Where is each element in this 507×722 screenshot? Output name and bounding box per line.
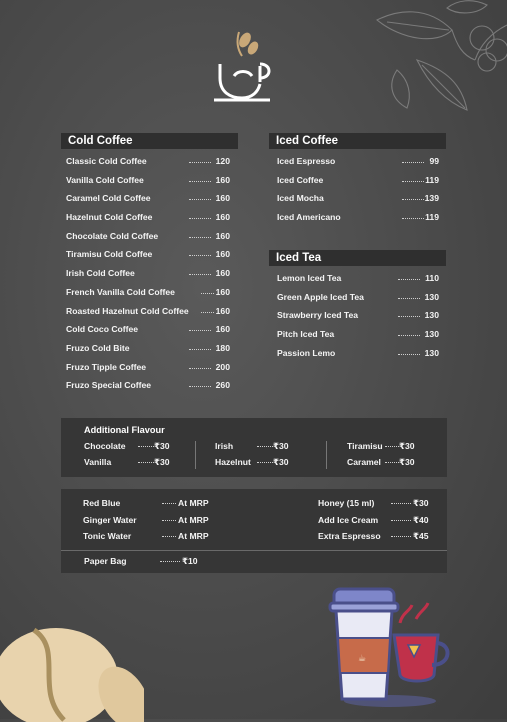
extra-item-price: At MRP (178, 498, 209, 508)
flavour-price: ₹30 (154, 441, 170, 451)
extra-item-price: At MRP (178, 514, 209, 525)
menu-item (277, 292, 439, 311)
extra-item-leader (391, 536, 411, 537)
menu-item-price: 200 (215, 361, 230, 372)
extra-item-leader (162, 503, 176, 504)
flavour-leader (138, 446, 154, 447)
flavour-name: Vanilla (84, 457, 112, 467)
extra-item (83, 498, 209, 508)
menu-item-name: Vanilla Cold Coffee (66, 174, 144, 185)
menu-item (66, 231, 230, 250)
menu-item (66, 193, 230, 212)
menu-item-leader (398, 335, 420, 336)
menu-item-price: 160 (215, 305, 230, 316)
menu-item (66, 343, 230, 362)
iced-tea-header: Iced Tea (269, 250, 446, 266)
svg-text:☕: ☕ (358, 654, 367, 664)
menu-item-leader (398, 316, 420, 317)
extra-item (83, 531, 209, 541)
menu-item-name: Iced Espresso (277, 156, 336, 166)
flavour-item (347, 441, 415, 452)
menu-item (277, 348, 439, 367)
menu-item-name: Iced Mocha (277, 193, 324, 204)
menu-item-name: Roasted Hazelnut Cold Coffee (66, 305, 189, 316)
menu-item-name: Caramel Cold Coffee (66, 193, 151, 204)
paper-bag-item (84, 556, 198, 567)
extra-item-name: Add Ice Cream (318, 514, 379, 525)
menu-item (277, 273, 439, 292)
menu-item (66, 156, 230, 175)
menu-item-leader (189, 274, 211, 275)
menu-item-name: Irish Cold Coffee (66, 268, 135, 279)
menu-item-name: Hazelnut Cold Coffee (66, 212, 153, 223)
flavour-item (215, 457, 289, 468)
menu-item-leader (402, 162, 424, 163)
menu-item-leader (201, 312, 214, 313)
menu-item-price: 160 (215, 193, 230, 204)
menu-item (277, 156, 439, 175)
menu-item (277, 310, 439, 329)
menu-item (277, 175, 439, 194)
flavour-divider (195, 441, 196, 469)
menu-item (66, 268, 230, 287)
menu-item-price: 120 (215, 156, 230, 166)
flavour-item (84, 457, 170, 468)
menu-item (66, 287, 230, 306)
menu-item-price: 139 (424, 193, 439, 204)
extra-item-price: ₹30 (413, 498, 429, 508)
menu-item (277, 193, 439, 212)
extra-item-name: Extra Espresso (318, 531, 381, 541)
extra-item-price: ₹40 (413, 514, 429, 525)
flavour-name: Tiramisu (347, 441, 383, 451)
iced-coffee-header: Iced Coffee (269, 133, 446, 149)
menu-item-leader (189, 162, 211, 163)
menu-item-price: 119 (425, 174, 439, 185)
menu-item-leader (189, 199, 211, 200)
extra-item-name: Paper Bag (84, 556, 127, 566)
coffee-plant-illustration (357, 0, 507, 120)
menu-item-leader (402, 181, 424, 182)
flavour-leader (138, 462, 154, 463)
extra-item (318, 515, 429, 526)
menu-item-leader (189, 237, 211, 238)
cold-coffee-list (66, 156, 230, 399)
menu-item-leader (398, 298, 420, 299)
menu-item-name: Iced Americano (277, 212, 341, 223)
menu-item-leader (189, 386, 211, 387)
menu-item (66, 249, 230, 268)
menu-item-leader (189, 255, 211, 256)
menu-item-leader (189, 368, 211, 369)
menu-item-name: Strawberry Iced Tea (277, 310, 359, 321)
extra-item-name: Honey (15 ml) (318, 498, 375, 508)
menu-item-price: 130 (424, 347, 439, 358)
menu-item-leader (189, 218, 211, 219)
menu-item-price: 160 (215, 174, 230, 185)
menu-item-leader (402, 199, 424, 200)
menu-item-name: Fruzo Cold Bite (66, 342, 130, 353)
menu-item-price: 160 (215, 268, 230, 279)
extra-item-price: ₹45 (413, 531, 429, 541)
menu-item-name: Lemon Iced Tea (277, 273, 342, 283)
flavour-item (347, 457, 415, 468)
menu-item-price: 130 (424, 329, 439, 340)
menu-item-price: 130 (424, 291, 439, 302)
extra-item-price: ₹10 (182, 556, 198, 566)
flavour-price: ₹30 (273, 457, 289, 467)
menu-item-leader (402, 218, 424, 219)
menu-item-name: Chocolate Cold Coffee (66, 230, 159, 241)
extra-item-leader (391, 503, 411, 504)
menu-item-price: 119 (425, 212, 439, 223)
flavour-name: Caramel (347, 457, 381, 467)
extra-item-name: Ginger Water (83, 514, 137, 525)
extra-item (318, 498, 429, 509)
flavour-price: ₹30 (273, 441, 289, 451)
flavour-item (84, 441, 170, 452)
menu-item (66, 306, 230, 325)
menu-item-leader (398, 279, 420, 280)
extra-item-leader (162, 536, 176, 537)
menu-item-leader (189, 330, 211, 331)
menu-item-price: 99 (429, 156, 439, 166)
menu-item-name: French Vanilla Cold Coffee (66, 286, 175, 297)
extra-item-leader (162, 520, 176, 521)
flavour-name: Hazelnut (215, 457, 251, 467)
menu-item (66, 380, 230, 399)
flavour-price: ₹30 (154, 457, 170, 467)
cold-coffee-header: Cold Coffee (61, 133, 238, 149)
menu-item-price: 130 (424, 310, 439, 321)
coffee-bean-illustration (0, 600, 144, 722)
menu-item-name: Cold Coco Coffee (66, 324, 139, 335)
extra-item-leader (391, 520, 411, 521)
menu-item-price: 160 (215, 286, 230, 297)
menu-item-price: 160 (215, 212, 230, 223)
menu-item-leader (189, 181, 211, 182)
flavour-name: Irish (215, 441, 234, 451)
menu-item-leader (201, 293, 214, 294)
menu-item-leader (398, 354, 420, 355)
menu-item-name: Pitch Iced Tea (277, 329, 335, 340)
menu-item (277, 329, 439, 348)
flavour-leader (257, 446, 273, 447)
iced-tea-list (277, 273, 439, 366)
additional-flavour-title: Additional Flavour (84, 425, 165, 435)
menu-item (66, 362, 230, 381)
extra-item (318, 531, 429, 542)
menu-item (66, 212, 230, 231)
iced-coffee-list (277, 156, 439, 231)
menu-item-price: 110 (425, 273, 439, 283)
flavour-name: Chocolate (84, 441, 126, 451)
flavour-item (215, 441, 289, 452)
flavour-leader (385, 462, 399, 463)
menu-item-name: Iced Coffee (277, 174, 324, 185)
flavour-leader (385, 446, 399, 447)
menu-item-name: Fruzo Special Coffee (66, 380, 151, 391)
menu-item (277, 212, 439, 231)
flavour-price: ₹30 (399, 441, 415, 451)
extra-item (83, 515, 209, 525)
coffee-cup-illustration (328, 583, 456, 709)
menu-item-price: 260 (215, 380, 230, 391)
menu-item-name: Green Apple Iced Tea (277, 291, 364, 302)
menu-item-price: 180 (215, 342, 230, 353)
menu-item (66, 175, 230, 194)
extra-item-name: Tonic Water (83, 531, 132, 541)
flavour-leader (257, 462, 273, 463)
menu-item-name: Classic Cold Coffee (66, 156, 147, 166)
menu-item-leader (189, 349, 211, 350)
extra-item-price: At MRP (178, 531, 209, 541)
coffee-cup-logo-icon (212, 26, 274, 104)
menu-item (66, 324, 230, 343)
flavour-divider (326, 441, 327, 469)
menu-item-price: 160 (215, 324, 230, 335)
menu-item-name: Tiramisu Cold Coffee (66, 249, 153, 260)
menu-item-price: 160 (215, 230, 230, 241)
menu-item-name: Passion Lemo (277, 347, 336, 358)
flavour-price: ₹30 (399, 457, 415, 467)
menu-item-price: 160 (215, 249, 230, 260)
menu-item-name: Fruzo Tipple Coffee (66, 361, 147, 372)
extra-item-name: Red Blue (83, 498, 121, 508)
extra-item-leader (160, 561, 180, 562)
extras-divider (61, 550, 447, 551)
